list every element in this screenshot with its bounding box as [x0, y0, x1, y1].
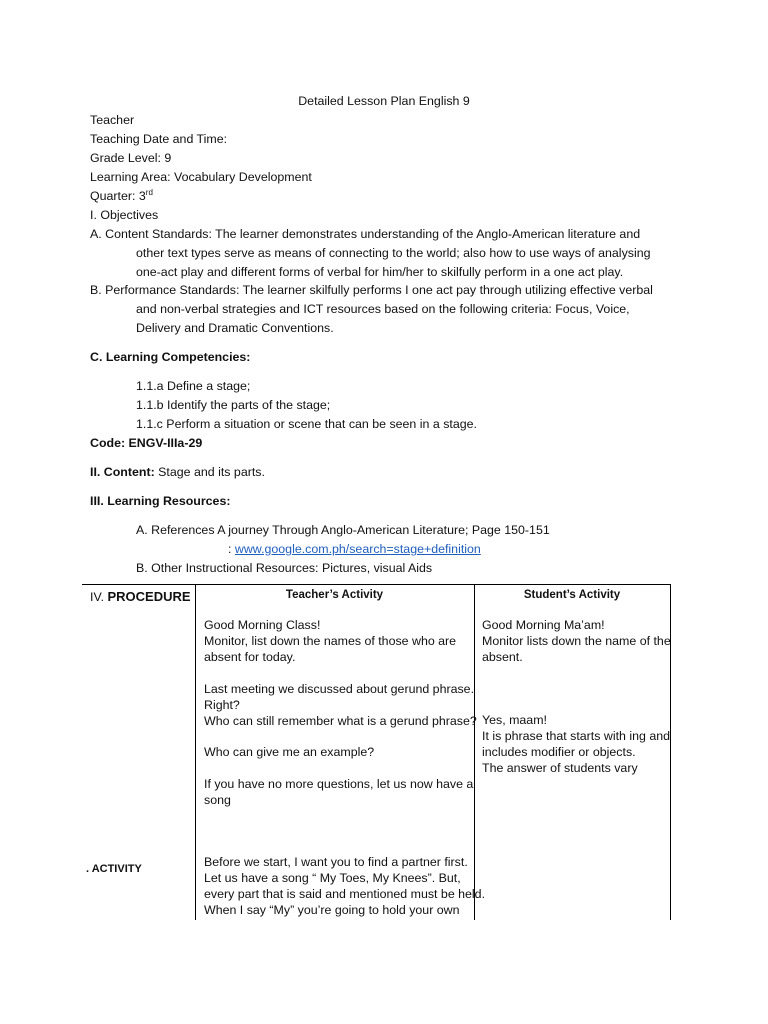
activity-label: . ACTIVITY	[86, 863, 142, 875]
competency-item: 1.1.a Define a stage;	[136, 379, 251, 393]
content-label: II. Content:	[90, 465, 155, 479]
teacher-activity-line: every part that is said and mentioned must be held.	[204, 887, 486, 901]
table-top-border	[82, 584, 671, 585]
teacher-activity-line: When I say “My” you’re going to hold your own	[204, 903, 460, 917]
student-activity-line: Monitor lists down the name of the	[482, 634, 671, 648]
content-value: Stage and its parts.	[158, 465, 265, 479]
grade-level-field: Grade Level: 9	[90, 151, 172, 165]
quarter-suffix: rd	[145, 187, 153, 197]
learning-area-field: Learning Area: Vocabulary Development	[90, 170, 312, 184]
competencies-heading: C. Learning Competencies:	[90, 350, 251, 364]
objectives-heading: I. Objectives	[90, 208, 159, 222]
code-field: Code: ENGV-IIIa-29	[90, 436, 203, 450]
performance-standards-line-1: B. Performance Standards: The learner skilfully performs I one act pay through utilizing effective verbal	[90, 283, 653, 297]
teacher-activity-line: Before we start, I want you to find a partner first.	[204, 855, 468, 869]
student-activity-line: Yes, maam!	[482, 713, 547, 727]
resource-link[interactable]: www.google.com.ph/search=stage+definition	[234, 542, 481, 556]
resource-link-prefix: :	[228, 542, 232, 556]
content-standards-line-2: other text types serve as means of connecting to the world; also how to use ways of analysing	[136, 246, 651, 260]
resources-heading: III. Learning Resources:	[90, 494, 231, 508]
teacher-activity-line: Right?	[204, 698, 240, 712]
teacher-activity-line: Who can give me an example?	[204, 745, 375, 759]
teacher-activity-line: absent for today.	[204, 650, 296, 664]
teacher-activity-line: Who can still remember what is a gerund phrase?	[204, 714, 477, 728]
procedure-table	[82, 584, 671, 920]
student-activity-header: Student’s Activity	[523, 589, 621, 601]
content-field	[90, 464, 265, 480]
teacher-field: Teacher	[90, 113, 135, 127]
performance-standards-line-3: Delivery and Dramatic Conventions.	[136, 321, 334, 335]
quarter-field	[90, 188, 153, 204]
procedure-prefix: IV.	[90, 590, 105, 604]
teacher-activity-line: If you have no more questions, let us now have a	[204, 777, 474, 791]
competency-item: 1.1.c Perform a situation or scene that can be seen in a stage.	[136, 417, 477, 431]
student-activity-line: absent.	[482, 650, 523, 664]
student-activity-line: It is phrase that starts with ing and	[482, 729, 671, 743]
student-activity-line: includes modifier or objects.	[482, 745, 636, 759]
teacher-activity-line: Last meeting we discussed about gerund phrase.	[204, 682, 475, 696]
teacher-activity-line: Monitor, list down the names of those who are	[204, 634, 457, 648]
resource-a: A. References A journey Through Anglo-American Literature; Page 150-151	[136, 523, 550, 537]
teacher-activity-line: Good Morning Class!	[204, 618, 321, 632]
table-column-divider	[195, 584, 196, 920]
procedure-label: PROCEDURE	[107, 589, 191, 604]
student-activity-line: Good Morning Ma’am!	[482, 618, 605, 632]
quarter-value: Quarter: 3	[90, 189, 146, 203]
content-standards-line-1: A. Content Standards: The learner demonstrates understanding of the Anglo-American literature and	[90, 227, 641, 241]
student-activity-line: The answer of students vary	[482, 761, 638, 775]
competency-item: 1.1.b Identify the parts of the stage;	[136, 398, 331, 412]
performance-standards-line-2: and non-verbal strategies and ICT resources based on the following criteria: Focus, Voice,	[136, 302, 630, 316]
teacher-activity-header: Teacher’s Activity	[285, 589, 384, 601]
document-title: Detailed Lesson Plan English 9	[298, 94, 470, 108]
procedure-header	[90, 589, 191, 605]
resource-b: B. Other Instructional Resources: Pictures, visual Aids	[136, 561, 433, 575]
teacher-activity-line: song	[204, 793, 231, 807]
content-standards-line-3: one-act play and different forms of verbal for him/her to skilfully perform in a one act play.	[136, 265, 624, 279]
teacher-activity-line: Let us have a song “ My Toes, My Knees”. But,	[204, 871, 461, 885]
table-column-divider	[474, 584, 475, 920]
teaching-date-field: Teaching Date and Time:	[90, 132, 228, 146]
resource-link-line	[228, 541, 481, 557]
